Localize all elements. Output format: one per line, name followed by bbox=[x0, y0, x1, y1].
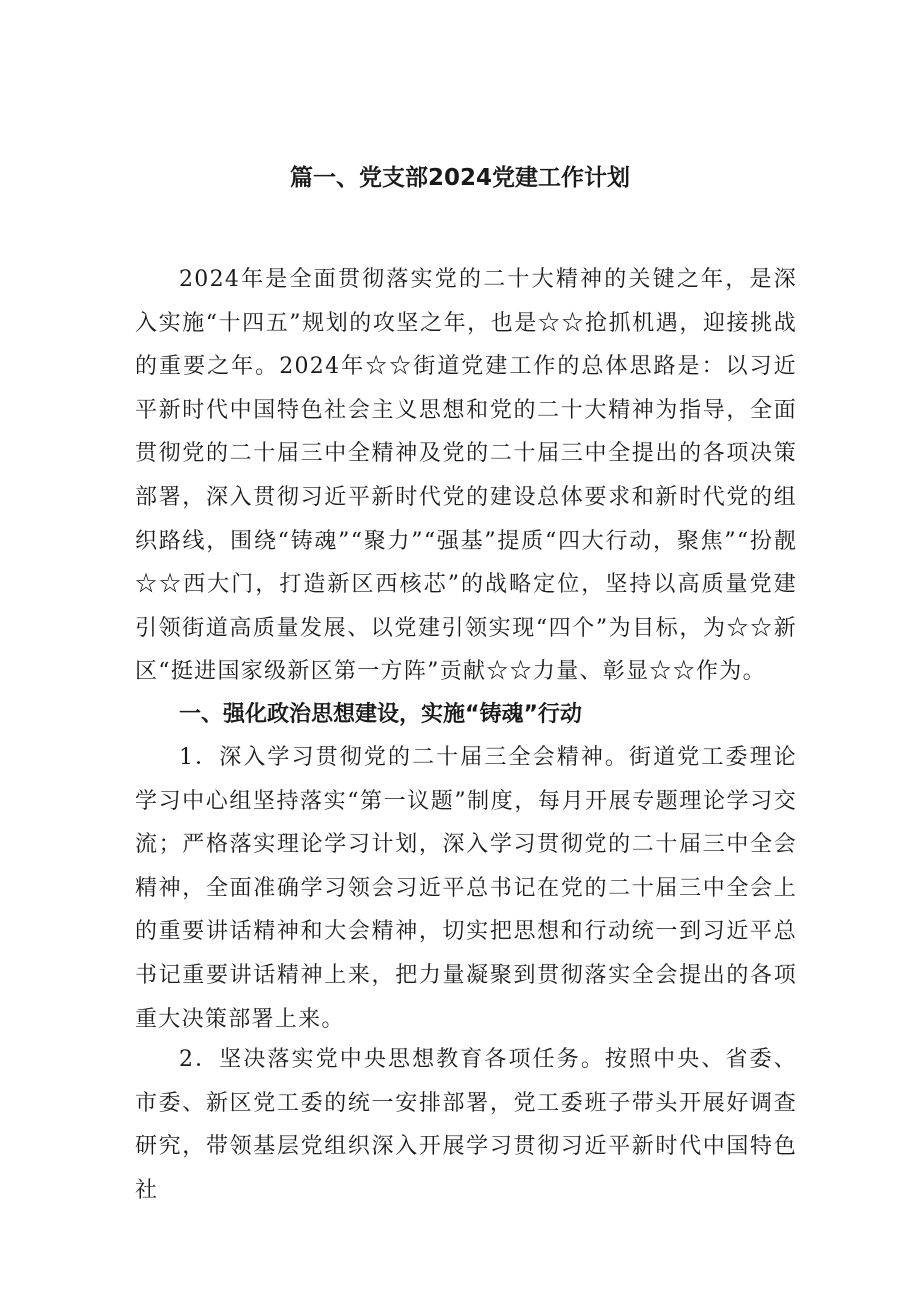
section-heading: 一、强化政治思想建设，实施“铸魂”行动 bbox=[179, 702, 582, 727]
intro-paragraph: 2024年是全面贯彻落实党的二十大精神的关键之年，是深入实施“十四五”规划的攻坚之年，也是☆☆抢抓机遇，迎接挑战的重要之年。2024年☆☆街道党建工作的总体思路是：以习近平新时代中国特色社会主义思想和党的二十大精神为指导，全面贯彻党的二十届三中全精神及党的二十届三中全提出的各项决策部署，深入贯彻习近平新时代党的建设总体要求和新时代党的组织路线，围绕“铸魂”“聚力”“强基”提质“四大行动，聚焦”“扮靓☆☆西大门，打造新区西核芯”的战略定位，坚持以高质量党建引领街道高质量发展、以党建引领实现“四个”为目标，为☆☆新区“挺进国家级新区第一方阵”贡献☆☆力量、彰显☆☆作为。 bbox=[135, 267, 797, 685]
document-title: 篇一、党支部2024党建工作计划 bbox=[289, 165, 630, 191]
item-paragraph-2: 2．坚决落实党中央思想教育各项任务。按照中央、省委、市委、新区党工委的统一安排部署，党工委班子带头开展好调查研究，带领基层党组织深入开展学习贯彻习近平新时代中国特色社 bbox=[135, 1047, 797, 1203]
item-paragraph-1: 1．深入学习贯彻党的二十届三全会精神。街道党工委理论学习中心组坚持落实“第一议题”制度，每月开展专题理论学习交流；严格落实理论学习计划，深入学习贯彻党的二十届三中全会精神，全面准确学习领会习近平总书记在党的二十届三中全会上的重要讲话精神和大会精神，切实把思想和行动统一到习近平总书记重要讲话精神上来，把力量凝聚到贯彻落实全会提出的各项重大决策部署上来。 bbox=[135, 745, 797, 1032]
